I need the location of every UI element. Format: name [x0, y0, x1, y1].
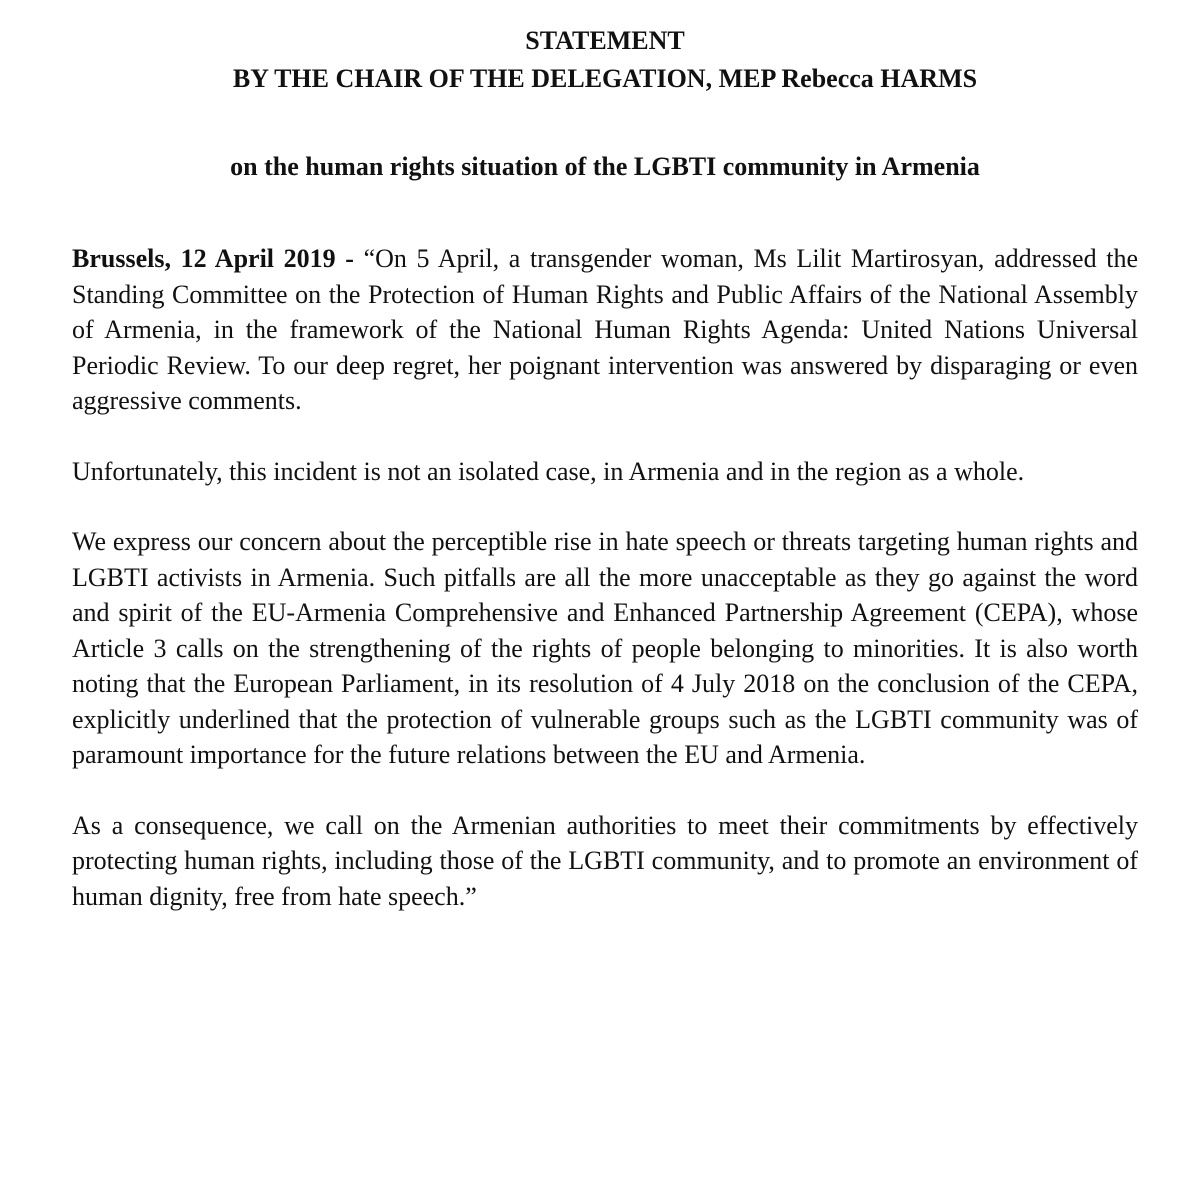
paragraph-incident: Unfortunately, this incident is not an isolated case, in Armenia and in the region as a whole.	[72, 456, 1025, 486]
document-title: STATEMENT	[525, 26, 685, 55]
dateline: Brussels, 12 April 2019 -	[72, 244, 354, 273]
document-topic: on the human rights situation of the LGBTI community in Armenia	[230, 152, 980, 181]
paragraph-call: As a consequence, we call on the Armenian authorities to meet their commitments by effectively protecting human rights, including those of the LGBTI community, and to promote an environment of human dignity, free from hate speech.”	[72, 810, 1138, 911]
statement-document	[72, 22, 1138, 914]
paragraph-concern: We express our concern about the perceptible rise in hate speech or threats targeting human rights and LGBTI activists in Armenia. Such pitfalls are all the more unacceptable as they go against the word and spirit of the EU-Armenia Comprehensive and Enhanced Partnership Agreement (CEPA), whose Article 3 calls on the strengthening of the rights of people belonging to minorities. It is also worth noting that the European Parliament, in its resolution of 4 July 2018 on the conclusion of the CEPA, explicitly underlined that the protection of vulnerable groups such as the LGBTI community was of paramount importance for the future relations between the EU and Armenia.	[72, 527, 1138, 769]
document-subtitle: BY THE CHAIR OF THE DELEGATION, MEP Rebecca HARMS	[232, 64, 978, 93]
paragraph-intro-text: “On 5 April, a transgender woman, Ms Lilit Martirosyan, addressed the Standing Committee on the Protection of Human Rights and Public Affairs of the National Assembly of Armenia, in the framework of the National Human Rights Agenda: United Nations Universal Periodic Review. To our deep regret, her poignant intervention was answered by disparaging or even aggressive comments.	[72, 244, 1138, 415]
paragraph-intro	[72, 241, 1138, 419]
